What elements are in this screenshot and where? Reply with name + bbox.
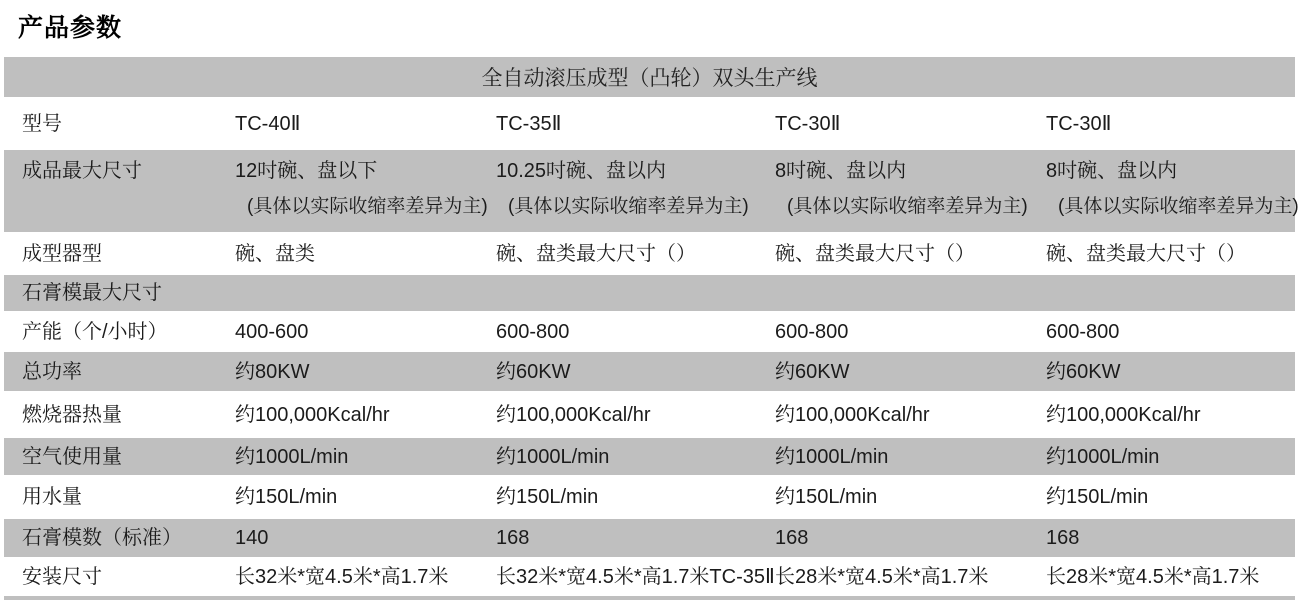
row-label: 空气使用量 [22, 445, 122, 468]
cell-value: 10.25吋碗、盘以内 [496, 160, 667, 182]
cell-water-4: 约150L/min [1046, 486, 1149, 508]
cell-max-size-2 [496, 159, 775, 219]
cell-model-4: TC-30Ⅱ [1046, 112, 1112, 135]
row-label: 产能（个/小时） [22, 320, 168, 343]
cell-note: (具体以实际收缩率差异为主) [787, 196, 1028, 217]
row-label: 成品最大尺寸 [22, 160, 142, 182]
table-row-total-power [4, 352, 1295, 391]
cell-count-4: 168 [1046, 527, 1080, 549]
cell-note: (具体以实际收缩率差异为主) [247, 196, 488, 217]
cell-air-4: 约1000L/min [1046, 445, 1160, 468]
cell-model-2: TC-35Ⅱ [496, 112, 562, 135]
table-row-air-usage [4, 438, 1295, 475]
table-row-max-product-size [4, 150, 1299, 232]
cell-install-4: 长28米*宽4.5米*高1.7米 [1046, 565, 1260, 588]
cell-water-2: 约150L/min [496, 486, 599, 508]
row-label: 燃烧器热量 [22, 403, 122, 426]
table-row-model [4, 97, 1295, 150]
cell-air-1: 约1000L/min [235, 445, 349, 468]
table-row-mold-count [4, 519, 1295, 557]
cell-model-1: TC-40Ⅱ [235, 112, 301, 135]
cell-count-1: 140 [235, 527, 269, 549]
cell-former-4: 碗、盘类最大尺寸（） [1046, 242, 1246, 265]
table-row-capacity [4, 311, 1295, 352]
table-bottom-border [4, 596, 1295, 600]
row-label: 成型器型 [22, 242, 102, 265]
table-row-installation-size [4, 557, 1295, 596]
table-row-former-type [4, 232, 1295, 275]
page-title: 产品参数 [18, 14, 123, 42]
cell-burner-4: 约100,000Kcal/hr [1046, 403, 1201, 426]
cell-former-3: 碗、盘类最大尺寸（） [775, 242, 975, 265]
cell-water-1: 约150L/min [235, 486, 338, 508]
cell-former-2: 碗、盘类最大尺寸（） [496, 242, 696, 265]
cell-power-1: 约80KW [235, 360, 310, 383]
cell-count-3: 168 [775, 527, 809, 549]
cell-burner-1: 约100,000Kcal/hr [235, 403, 390, 426]
cell-note: (具体以实际收缩率差异为主) [508, 196, 749, 217]
cell-value: 8吋碗、盘以内 [1046, 160, 1178, 182]
cell-max-size-3 [775, 159, 1046, 219]
row-label: 型号 [22, 112, 62, 135]
cell-power-2: 约60KW [496, 360, 571, 383]
cell-power-3: 约60KW [775, 360, 850, 383]
cell-power-4: 约60KW [1046, 360, 1121, 383]
cell-capacity-1: 400-600 [235, 320, 309, 343]
cell-value: 8吋碗、盘以内 [775, 160, 907, 182]
cell-former-1: 碗、盘类 [235, 242, 315, 265]
product-spec-table [4, 57, 1299, 600]
cell-burner-2: 约100,000Kcal/hr [496, 403, 651, 426]
cell-air-2: 约1000L/min [496, 445, 610, 468]
cell-burner-3: 约100,000Kcal/hr [775, 403, 930, 426]
table-row-burner-heat [4, 391, 1295, 438]
cell-max-size-4 [1046, 159, 1299, 219]
table-title: 全自动滚压成型（凸轮）双头生产线 [481, 67, 818, 90]
cell-model-3: TC-30Ⅱ [775, 112, 841, 135]
table-row-water-usage [4, 475, 1295, 519]
cell-count-2: 168 [496, 527, 530, 549]
cell-air-3: 约1000L/min [775, 445, 889, 468]
cell-install-1: 长32米*宽4.5米*高1.7米 [235, 565, 449, 588]
cell-capacity-3: 600-800 [775, 320, 849, 343]
table-title-bar [4, 57, 1295, 97]
cell-install-3: 长28米*宽4.5米*高1.7米 [775, 565, 989, 588]
cell-max-size-1 [235, 159, 496, 219]
table-row-max-mold-size [4, 275, 1295, 311]
row-label: 总功率 [22, 360, 82, 383]
cell-note: (具体以实际收缩率差异为主) [1058, 196, 1299, 217]
cell-install-2: 长32米*宽4.5米*高1.7米TC-35Ⅱ [496, 565, 775, 588]
cell-value: 12吋碗、盘以下 [235, 160, 378, 182]
row-label: 用水量 [22, 486, 82, 508]
row-label: 安装尺寸 [22, 565, 102, 588]
row-label: 石膏模最大尺寸 [22, 282, 162, 304]
cell-capacity-4: 600-800 [1046, 320, 1120, 343]
cell-capacity-2: 600-800 [496, 320, 570, 343]
row-label: 石膏模数（标准） [22, 527, 182, 549]
cell-water-3: 约150L/min [775, 486, 878, 508]
